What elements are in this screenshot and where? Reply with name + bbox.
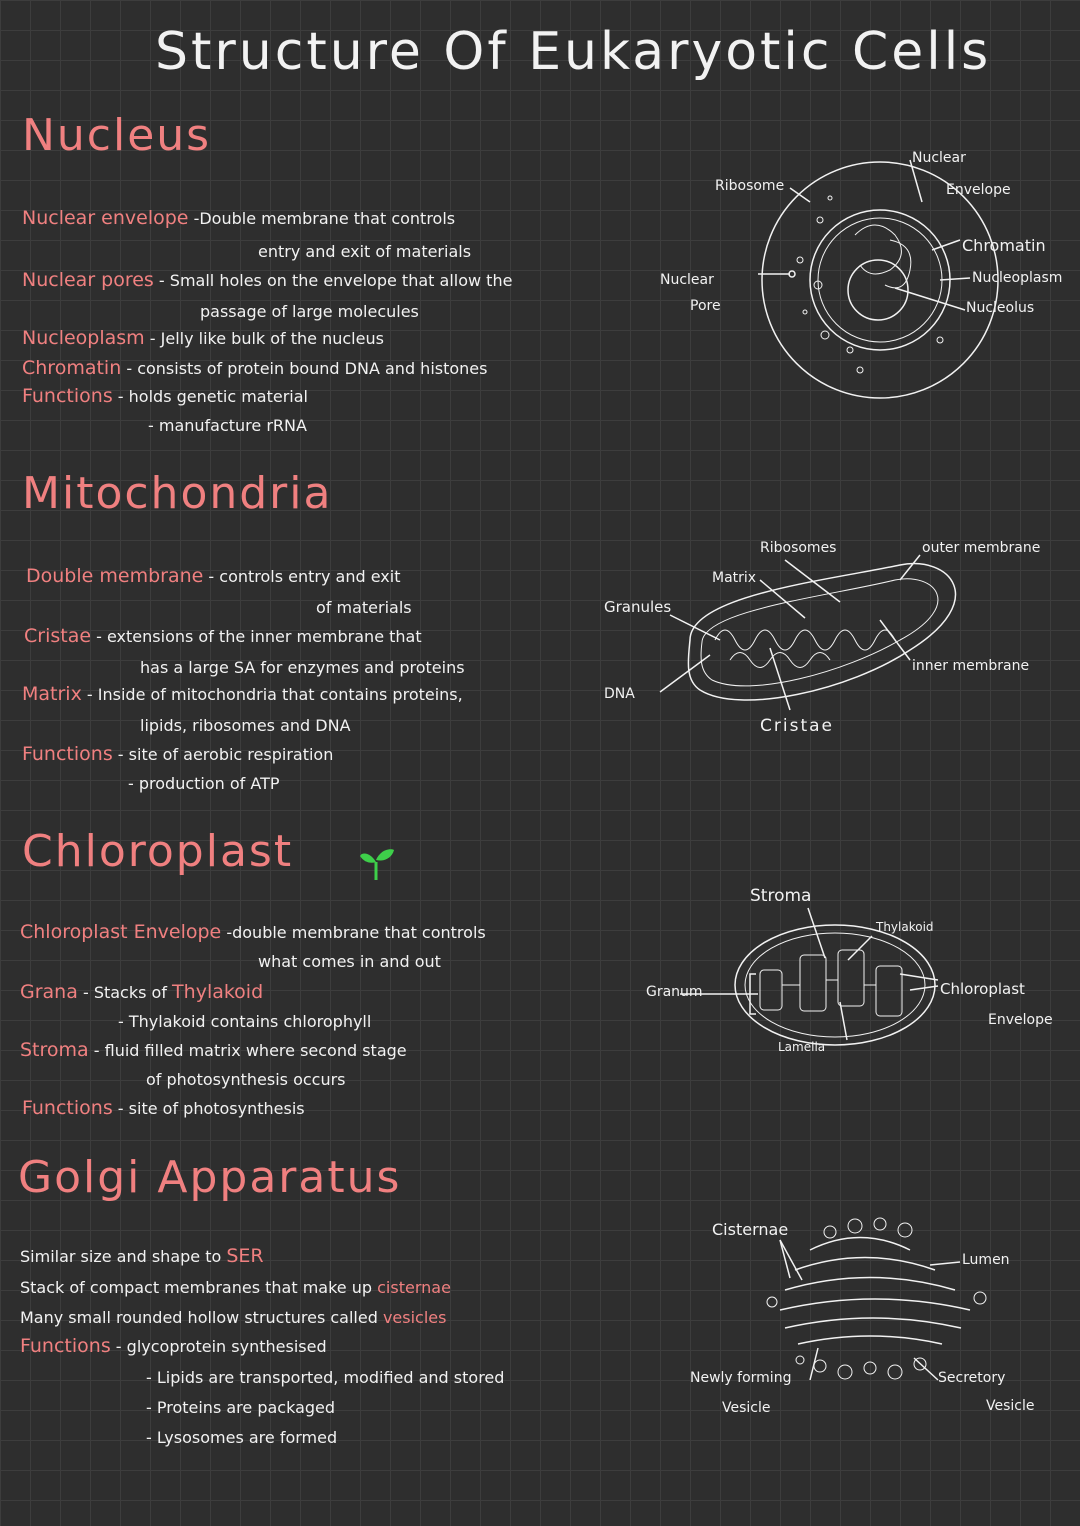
chloroplast-line: Stroma - fluid filled matrix where second stage [20,1039,407,1061]
nucleus-line: Nuclear envelope -Double membrane that controls [22,207,456,229]
newly-forming-vesicle-label: Vesicle [722,1400,771,1416]
mitochondria-heading: Mitochondria [22,468,333,519]
chloroplast-heading: Chloroplast [22,826,294,877]
golgi-heading: Golgi Apparatus [18,1152,402,1203]
mitochondria-line: Cristae - extensions of the inner membrane that [24,625,422,647]
chloroplast-envelope-label: Chloroplast [940,980,1025,998]
cristae-label: Cristae [760,716,834,736]
mitochondria-diagram [600,540,1080,740]
nuclear-envelope-label: Envelope [946,182,1011,198]
nucleus-line: Nucleoplasm - Jelly like bulk of the nucleus [22,327,384,349]
cisternae-label: Cisternae [712,1220,789,1239]
chloroplast-line: Chloroplast Envelope -double membrane that controls [20,921,486,943]
nucleus-line: passage of large molecules [200,302,419,321]
nucleus-line: Functions - holds genetic material [22,385,308,407]
inner-membrane-label: inner membrane [912,658,1030,674]
nuclear-pore-label: Pore [690,298,721,314]
mitochondria-line: of materials [316,598,412,617]
mitochondria-line: Functions - site of aerobic respiration [22,743,334,765]
mitochondria-line: has a large SA for enzymes and proteins [140,658,465,677]
chromatin-label: Chromatin [962,236,1046,255]
nucleus-line: Chromatin - consists of protein bound DNA and histones [22,357,488,379]
ribosome-label: Ribosome [715,178,785,194]
chloroplast-line: Functions - site of photosynthesis [22,1097,305,1119]
ribosomes-label: Ribosomes [760,540,837,556]
chloroplast-line: what comes in and out [258,952,441,971]
nucleus-line: Nuclear pores - Small holes on the envelope that allow the [22,269,513,291]
granules-label: Granules [604,598,672,616]
secretory-vesicle-label: Vesicle [986,1398,1035,1414]
nucleoplasm-label: Nucleoplasm [972,270,1063,286]
golgi-line: - Proteins are packaged [146,1398,336,1417]
mitochondria-line: lipids, ribosomes and DNA [140,716,351,735]
mitochondria-line: Double membrane - controls entry and exit [26,565,401,587]
golgi-line: Stack of compact membranes that make up cisternae [20,1278,451,1297]
matrix-label: Matrix [712,570,757,586]
chloroplast-line: - Thylakoid contains chlorophyll [118,1012,372,1031]
granum-label: Granum [646,984,703,1000]
chloroplast-line: Grana - Stacks of Thylakoid [20,981,264,1003]
golgi-line: - Lipids are transported, modified and stored [146,1368,505,1387]
sprout-icon [358,846,398,882]
mitochondria-line: Matrix - Inside of mitochondria that contains proteins, [22,683,463,705]
chloroplast-envelope-label: Envelope [988,1012,1053,1028]
mitochondria-line: - production of ATP [128,774,280,793]
golgi-line: - Lysosomes are formed [146,1428,338,1447]
dna-label: DNA [604,686,635,702]
nuclear-envelope-label: Nuclear [912,150,966,166]
nucleus-line: - manufacture rRNA [148,416,307,435]
nucleolus-label: Nucleolus [966,300,1035,316]
lamella-label: Lamella [778,1040,826,1054]
newly-forming-vesicle-label: Newly forming [690,1370,792,1386]
nucleus-line: entry and exit of materials [258,242,472,261]
thylakoid-label: Thylakoid [876,920,934,934]
lumen-label: Lumen [962,1252,1010,1268]
chloroplast-line: of photosynthesis occurs [146,1070,346,1089]
nuclear-pore-label: Nuclear [660,272,714,288]
outer-membrane-label: outer membrane [922,540,1041,556]
stroma-label: Stroma [750,886,812,906]
secretory-vesicle-label: Secretory [938,1370,1006,1386]
golgi-line: Functions - glycoprotein synthesised [20,1335,327,1357]
golgi-line: Many small rounded hollow structures called vesicles [20,1308,447,1327]
nucleus-heading: Nucleus [22,110,212,161]
golgi-line: Similar size and shape to SER [20,1245,264,1267]
page-title: Structure Of Eukaryotic Cells [155,22,992,82]
